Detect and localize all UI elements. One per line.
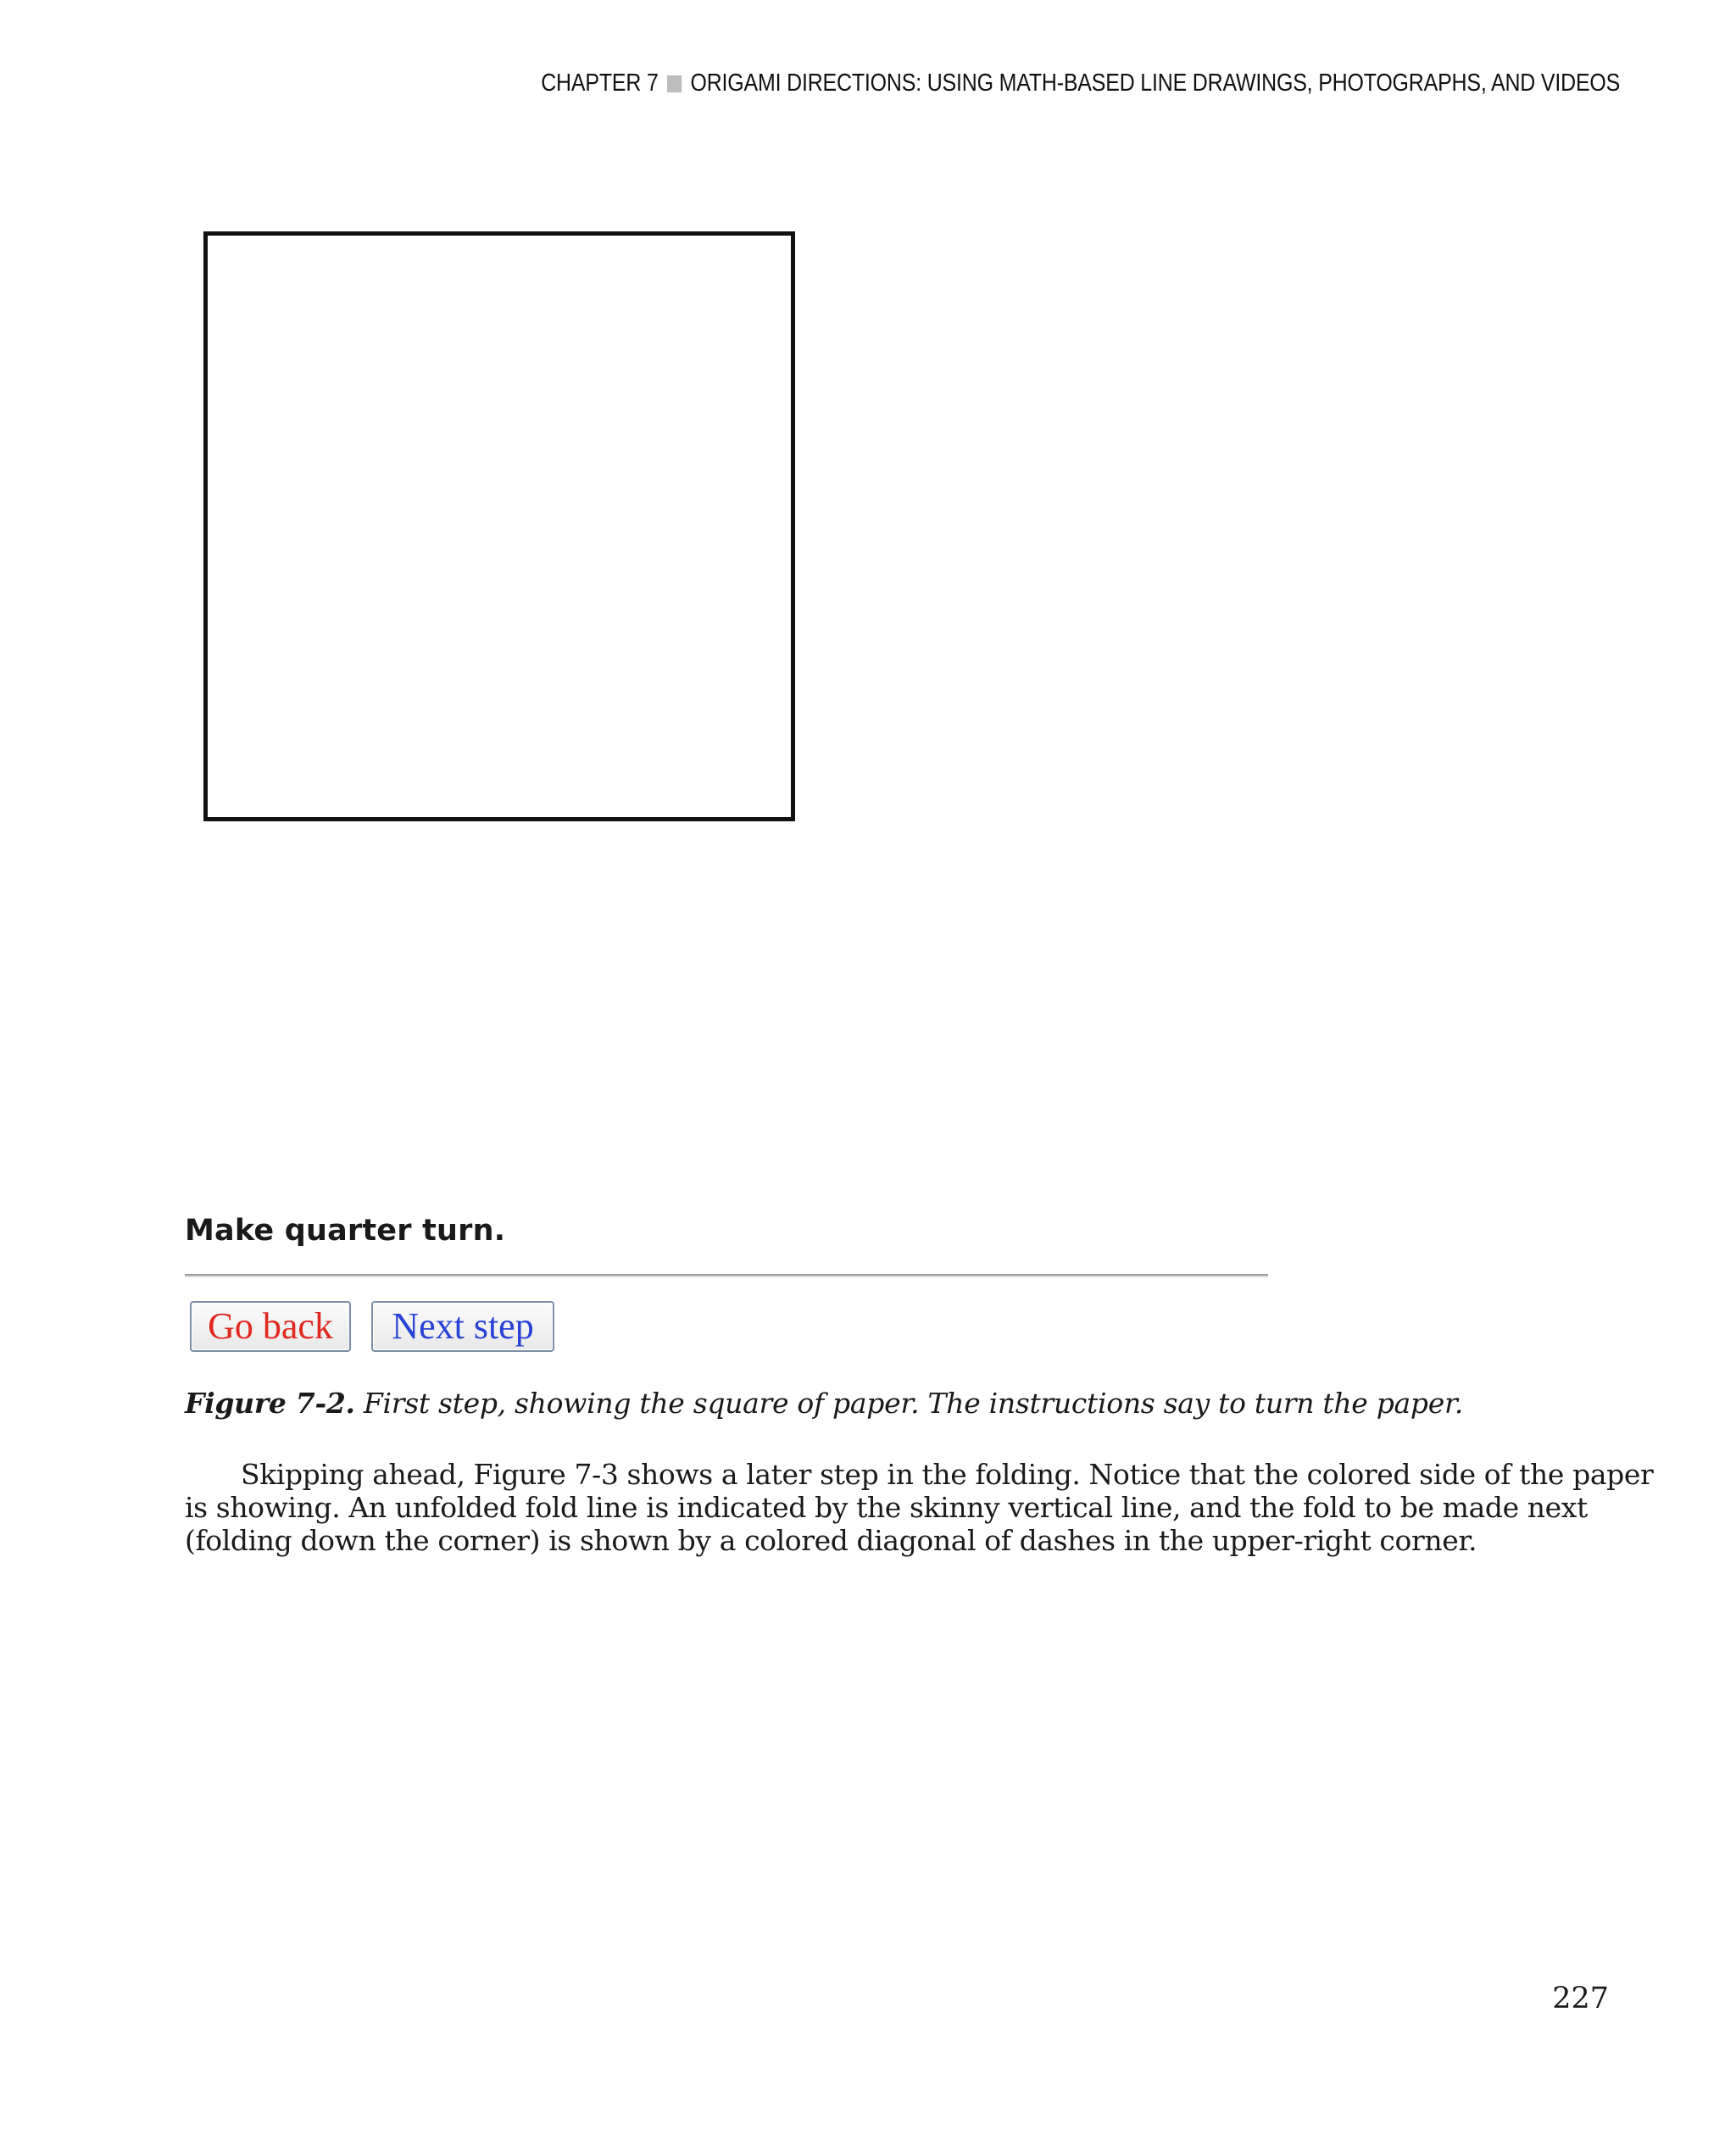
paper-square [203,231,795,821]
next-step-button[interactable]: Next step [371,1301,554,1352]
horizontal-rule [185,1274,1268,1277]
go-back-button[interactable]: Go back [190,1301,351,1352]
running-head [541,70,1620,97]
running-head-chapter: CHAPTER 7 [541,70,659,97]
body-line: Skipping ahead, Figure 7-3 shows a later step in the folding. Notice that the colored side of the paper [241,1458,1654,1491]
instruction-text: Make quarter turn. [185,1214,506,1248]
running-head-title: ORIGAMI DIRECTIONS: USING MATH-BASED LINE DRAWINGS, PHOTOGRAPHS, AND VIDEOS [690,70,1620,97]
body-line: is showing. An unfolded fold line is indicated by the skinny vertical line, and the fold to be made next [185,1491,1588,1524]
body-paragraph [185,1458,1654,1557]
figure-caption [185,1387,1463,1420]
body-line: (folding down the corner) is shown by a colored diagonal of dashes in the upper-right corner. [185,1524,1477,1557]
running-head-separator-icon [667,75,682,92]
figure-label: Figure 7-2. [185,1387,355,1420]
page-number: 227 [1552,1982,1609,2016]
figure-caption-text: First step, showing the square of paper. The instructions say to turn the paper. [354,1387,1464,1420]
